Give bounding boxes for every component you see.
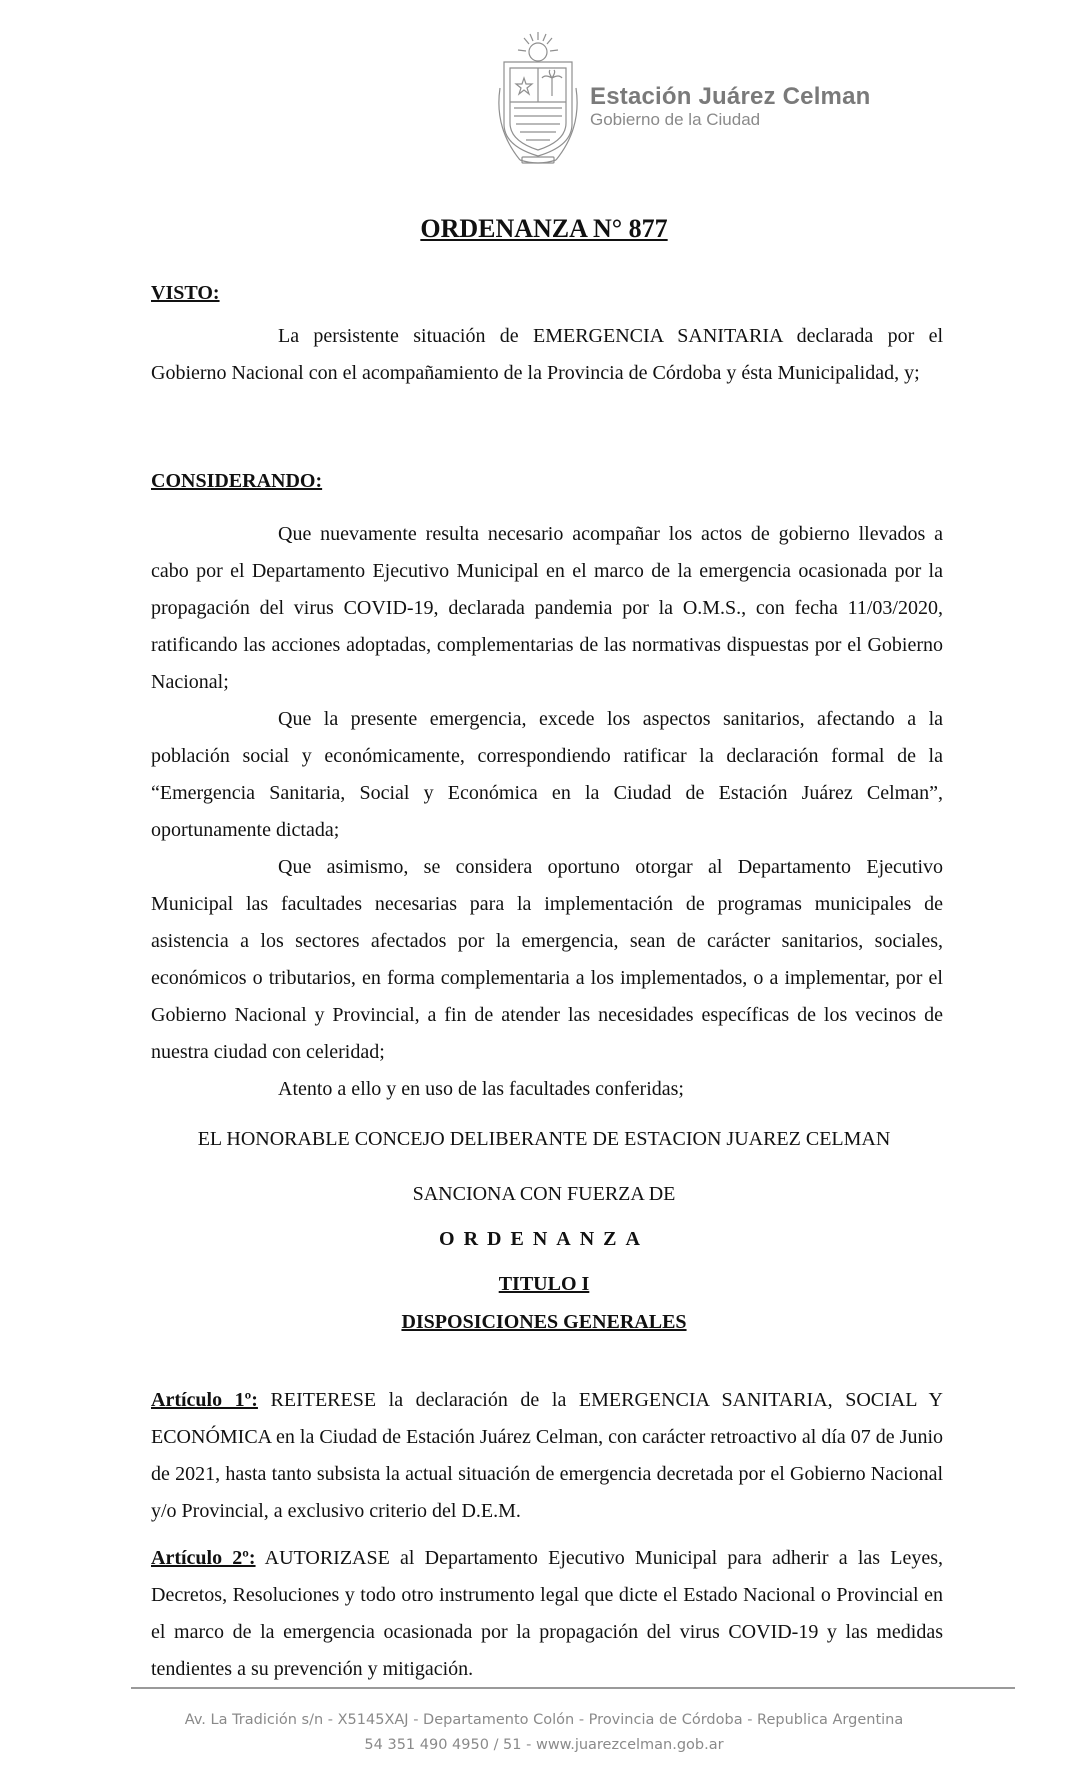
- considerando-text-4: Atento a ello y en uso de las facultades conferidas;: [278, 1078, 684, 1100]
- considerando-paragraph-2: [151, 701, 943, 849]
- considerando-paragraph-1: [151, 516, 943, 701]
- ordinance-title: ORDENANZA N° 877: [420, 214, 668, 243]
- letterhead: [490, 28, 910, 168]
- sanciona-statement: SANCIONA CON FUERZA DE: [412, 1183, 676, 1205]
- footer-address: Av. La Tradición s/n - X5145XAJ - Departamento Colón - Provincia de Córdoba - Republica Argentina: [184, 1712, 904, 1728]
- article-1-text: REITERESE la declaración de la EMERGENCIA SANITARIA, SOCIAL Y ECONÓMICA en la Ciudad de Estación Juárez Celman, con carácter retroactivo al día 07 de Junio de 2021, hasta tanto subsista la actual situación de emergencia decretada por el Gobierno Nacional y/o Provincial, a exclusivo criterio del D.E.M.: [151, 1389, 944, 1522]
- visto-text: La persistente situación de EMERGENCIA SANITARIA declarada por el Gobierno Nacional con el acompañamiento de la Provincia de Córdoba y ésta Municipalidad, y;: [151, 325, 943, 384]
- ordenanza-word: ORDENANZA: [439, 1228, 649, 1250]
- considerando-paragraph-3: [151, 849, 943, 1071]
- article-2: [151, 1540, 943, 1688]
- considerando-text-2: Que la presente emergencia, excede los aspectos sanitarios, afectando a la población social y económicamente, correspondiendo ratificar la declaración formal de la “Emergencia Sanitaria, Social y Económica en la Ciudad de Estación Juárez Celman”, oportunamente dictada;: [151, 708, 943, 841]
- article-2-text: AUTORIZASE al Departamento Ejecutivo Municipal para adherir a las Leyes, Decretos, Resoluciones y todo otro instrumento legal que dicte el Estado Nacional o Provincial en el marco de la emergencia ocasionada por la propagación del virus COVID-19 y las medidas tendientes a su prevención y mitigación.: [151, 1547, 943, 1680]
- city-coat-of-arms-icon: [490, 28, 586, 168]
- considerando-heading: CONSIDERANDO:: [151, 470, 323, 492]
- considerando-text-3: Que asimismo, se considera oportuno otorgar al Departamento Ejecutivo Municipal las facultades necesarias para la implementación de programas municipales de asistencia a los sectores afectados por la emergencia, sean de carácter sanitarios, sociales, económicos o tributarios, en forma complementaria a los implementados, o a implementar, por el Gobierno Nacional y Provincial, a fin de atender las necesidades específicas de los vecinos de nuestra ciudad con celeridad;: [151, 856, 943, 1063]
- article-2-label: Artículo 2º:: [151, 1547, 256, 1569]
- article-1: [151, 1382, 943, 1530]
- organization-subtitle: Gobierno de la Ciudad: [590, 110, 761, 129]
- disposiciones-heading: DISPOSICIONES GENERALES: [401, 1311, 687, 1333]
- titulo-heading: TITULO I: [498, 1273, 590, 1295]
- council-statement: EL HONORABLE CONCEJO DELIBERANTE DE ESTACION JUAREZ CELMAN: [197, 1128, 891, 1150]
- organization-block: [590, 84, 871, 130]
- visto-heading: VISTO:: [151, 282, 220, 304]
- footer-contact: 54 351 490 4950 / 51 - www.juarezcelman.gob.ar: [364, 1737, 724, 1753]
- considerando-paragraph-4: [151, 1071, 943, 1108]
- footer-divider: [131, 1687, 1015, 1689]
- visto-paragraph: [151, 318, 943, 392]
- considerando-text-1: Que nuevamente resulta necesario acompañar los actos de gobierno llevados a cabo por el Departamento Ejecutivo Municipal en el marco de la emergencia ocasionada por la propagación del virus COVID-19, declarada pandemia por la O.M.S., con fecha 11/03/2020, ratificando las acciones adoptadas, complementarias de las normativas dispuestas por el Gobierno Nacional;: [151, 523, 943, 693]
- article-1-label: Artículo 1º:: [151, 1389, 258, 1411]
- organization-name: Estación Juárez Celman: [590, 83, 871, 110]
